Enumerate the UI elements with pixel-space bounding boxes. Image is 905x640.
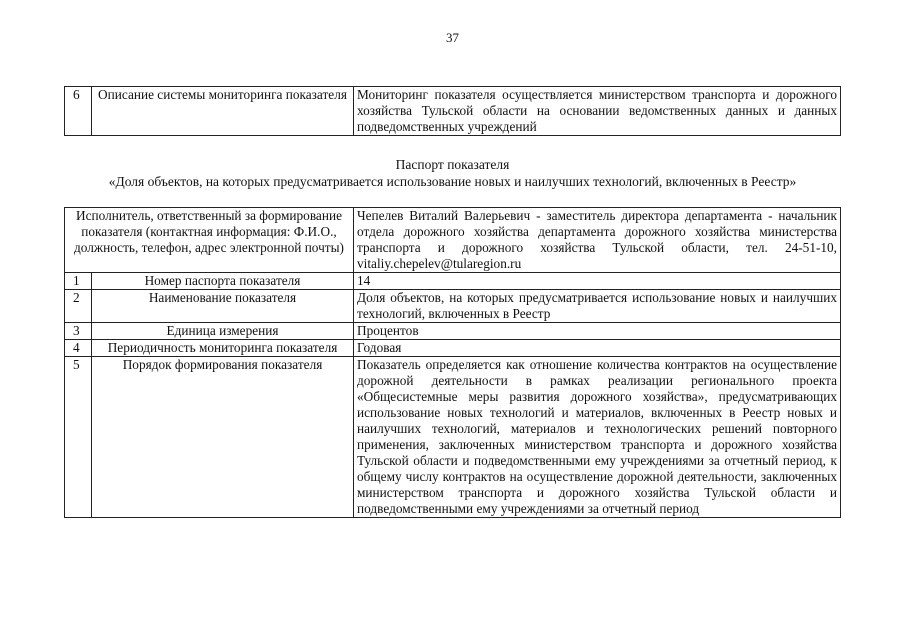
executor-label: Исполнитель, ответственный за формирование показателя (контактная информация: Ф.И.О., должность, телефон, адрес электронной почты) bbox=[65, 208, 354, 273]
passport-table bbox=[64, 207, 841, 518]
row-number: 4 bbox=[65, 340, 92, 357]
row-name: Наименование показателя bbox=[92, 290, 354, 323]
executor-value: Чепелев Виталий Валерьевич - заместитель директора департамента - начальник отдела дорожного хозяйства департамента дорожного хозяйства министерства транспорта и дорожного хозяйства Тульской области, тел. 24-51-10, vitaliy.chepelev@tularegion.ru bbox=[354, 208, 841, 273]
page-number: 37 bbox=[446, 30, 459, 45]
top-table bbox=[64, 86, 841, 136]
row-name: Номер паспорта показателя bbox=[92, 273, 354, 290]
row-value: Годовая bbox=[354, 340, 841, 357]
row-value: 14 bbox=[354, 273, 841, 290]
table-row bbox=[65, 290, 841, 323]
row-name: Периодичность мониторинга показателя bbox=[92, 340, 354, 357]
row-name: Единица измерения bbox=[92, 323, 354, 340]
table-row bbox=[65, 323, 841, 340]
passport-subtitle: «Доля объектов, на которых предусматривается использование новых и наилучших технологий, включенных в Реестр» bbox=[108, 174, 797, 189]
row-value: Процентов bbox=[354, 323, 841, 340]
row-number: 6 bbox=[65, 87, 92, 136]
row-number: 1 bbox=[65, 273, 92, 290]
row-number: 2 bbox=[65, 290, 92, 323]
passport-title: Паспорт показателя bbox=[395, 157, 510, 172]
table-row bbox=[65, 208, 841, 273]
row-value: Доля объектов, на которых предусматривается использование новых и наилучших технологий, включенных в Реестр bbox=[354, 290, 841, 323]
row-number: 3 bbox=[65, 323, 92, 340]
row-value: Показатель определяется как отношение количества контрактов на осуществление дорожной деятельности в рамках реализации регионального проекта «Общесистемные меры развития дорожного хозяйства», предусматривающих использование новых технологий и материалов, включенных в Реестр новых и наилучших технологий, материалов и технологических решений повторного применения, заключенных министерством транспорта и дорожного хозяйства Тульской области и подведомственными ему учреждениями за отчетный период, к общему числу контрактов на осуществление дорожной деятельности, заключенных министерством транспорта и дорожного хозяйства Тульской области и подведомственными ему учреждениями за отчетный период bbox=[354, 357, 841, 518]
table-row bbox=[65, 273, 841, 290]
row-value: Мониторинг показателя осуществляется министерством транспорта и дорожного хозяйства Тульской области на основании ведомственных данных и данных подведомственных учреждений bbox=[354, 87, 841, 136]
table-row bbox=[65, 87, 841, 136]
table-row bbox=[65, 340, 841, 357]
table-row bbox=[65, 357, 841, 518]
row-number: 5 bbox=[65, 357, 92, 518]
row-name: Описание системы мониторинга показателя bbox=[92, 87, 354, 136]
row-name: Порядок формирования показателя bbox=[92, 357, 354, 518]
